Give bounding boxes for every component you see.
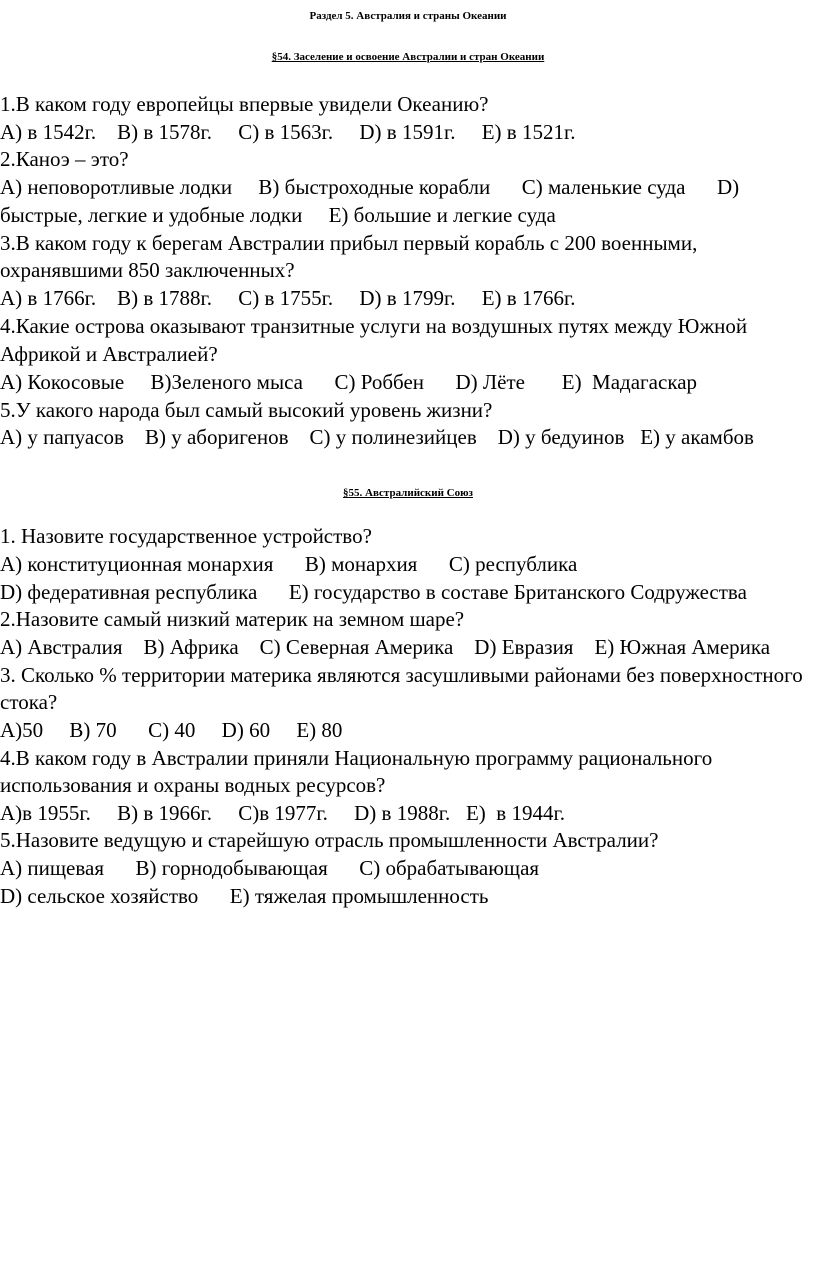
question-4-text-cont: использования и охраны водных ресурсов?: [0, 773, 386, 797]
question-5-text: 5.Назовите ведущую и старейшую отрасль промышленности Австралии?: [0, 828, 659, 852]
section-54-heading: §54. Заселение и освоение Австралии и стран Океании: [271, 51, 545, 63]
question-2-text: 2.Каноэ – это?: [0, 147, 129, 171]
question-1-options: А) в 1542г. В) в 1578г. С) в 1563г. D) в 1591г. Е) в 1521г.: [0, 120, 576, 144]
document-title: Раздел 5. Австралия и страны Океании: [309, 10, 507, 22]
question-3-text: 3.В каком году к берегам Австралии прибыл первый корабль с 200 военными,: [0, 231, 698, 255]
question-3-text-cont: стока?: [0, 690, 58, 714]
question-1-options: А) конституционная монархия В) монархия С) республика: [0, 552, 578, 576]
question-3-options: А) в 1766г. В) в 1788г. С) в 1755г. D) в 1799г. Е) в 1766г.: [0, 286, 576, 310]
question-2-options: А) неповоротливые лодки В) быстроходные корабли С) маленькие суда D): [0, 175, 740, 199]
question-1-text: 1.В каком году европейцы впервые увидели Океанию?: [0, 92, 489, 116]
question-1-text: 1. Назовите государственное устройство?: [0, 524, 372, 548]
question-3-text-cont: охранявшими 850 заключенных?: [0, 258, 295, 282]
section-55-heading: §55. Австралийский Союз: [343, 487, 473, 499]
question-3-text: 3. Сколько % территории материка являются засушливыми районами без поверхностного: [0, 663, 803, 687]
question-5-text: 5.У какого народа был самый высокий уровень жизни?: [0, 398, 493, 422]
question-5-options: А) пищевая В) горнодобывающая С) обрабатывающая: [0, 856, 540, 880]
question-3-options: А)50 В) 70 С) 40 D) 60 Е) 80: [0, 718, 343, 742]
question-1-options-cont: D) федеративная республика Е) государство в составе Британского Содружества: [0, 580, 747, 604]
question-4-options: А) Кокосовые В)Зеленого мыса С) Роббен D) Лёте Е) Мадагаскар: [0, 370, 698, 394]
question-5-options-cont: D) сельское хозяйство Е) тяжелая промышленность: [0, 884, 489, 908]
question-4-text: 4.Какие острова оказывают транзитные услуги на воздушных путях между Южной: [0, 314, 748, 338]
question-2-options-cont: быстрые, легкие и удобные лодки Е) большие и легкие суда: [0, 203, 556, 227]
question-2-options: А) Австралия В) Африка С) Северная Америка D) Евразия Е) Южная Америка: [0, 635, 771, 659]
question-5-options: А) у папуасов В) у аборигенов С) у полинезийцев D) у бедуинов Е) у акамбов: [0, 425, 754, 449]
question-2-text: 2.Назовите самый низкий материк на земном шаре?: [0, 607, 465, 631]
question-4-text: 4.В каком году в Австралии приняли Национальную программу рационального: [0, 746, 713, 770]
question-4-text-cont: Африкой и Австралией?: [0, 342, 218, 366]
question-4-options: А)в 1955г. В) в 1966г. С)в 1977г. D) в 1988г. Е) в 1944г.: [0, 801, 565, 825]
